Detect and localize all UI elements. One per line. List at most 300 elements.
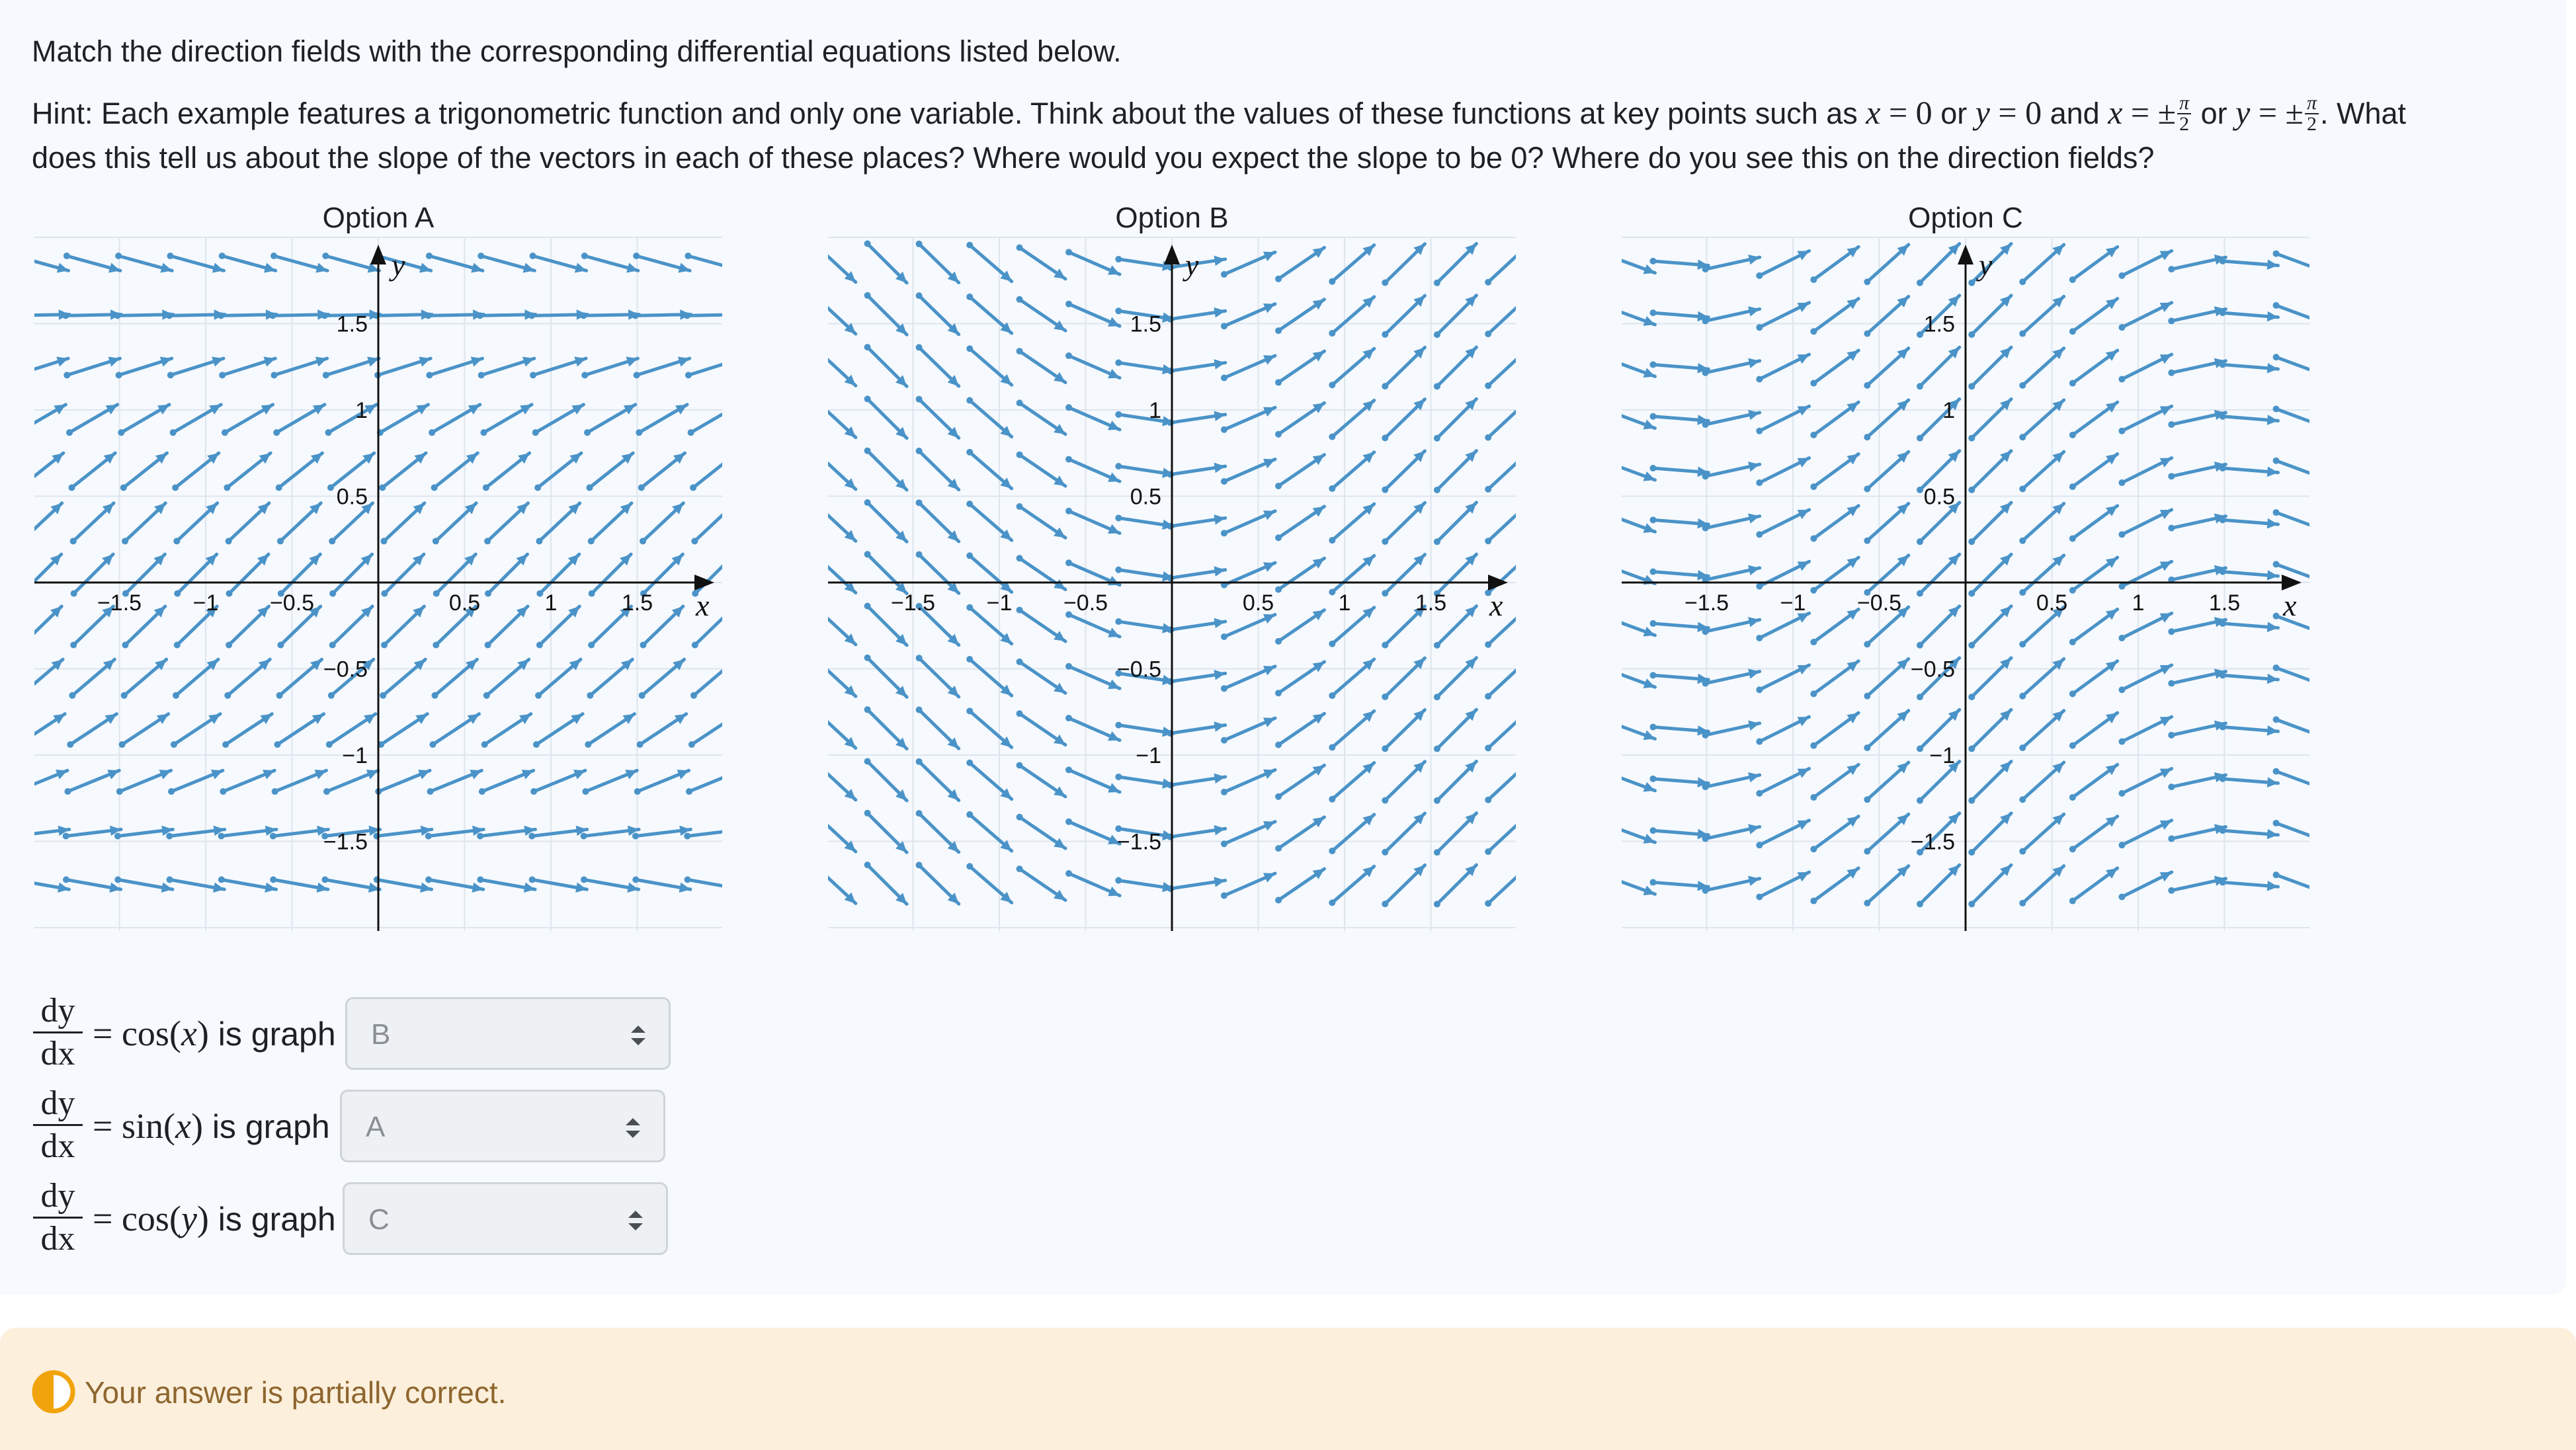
direction-arrow (477, 876, 535, 893)
direction-arrow (1864, 452, 1908, 492)
direction-arrow (864, 810, 907, 852)
direction-arrow (1329, 245, 1374, 285)
direction-arrow (173, 659, 218, 698)
direction-arrow (536, 554, 579, 596)
direction-arrow (1221, 510, 1275, 536)
direction-arrow (1221, 459, 1275, 485)
direction-arrow (1221, 666, 1275, 692)
select-arrows-icon (629, 1024, 647, 1047)
direction-arrow (114, 309, 173, 320)
direction-arrow (114, 826, 173, 840)
direction-arrow (272, 770, 327, 795)
direction-arrow (1968, 658, 2011, 700)
direction-arrow (1065, 301, 1120, 327)
direction-arrow (425, 309, 483, 320)
direction-arrow (1864, 504, 1908, 544)
direction-arrow (530, 253, 587, 273)
graph-select-cos-x[interactable]: B (345, 997, 671, 1070)
direction-arrow (685, 357, 722, 379)
direction-arrow (1382, 451, 1425, 493)
direction-arrow (916, 448, 959, 490)
x-tick-label: −1 (1780, 590, 1806, 616)
direction-arrow (2118, 251, 2171, 278)
direction-arrow (1649, 309, 1708, 321)
direction-arrow (536, 606, 579, 648)
direction-arrow (381, 606, 424, 648)
y-axis-arrow-icon (370, 245, 386, 264)
direction-arrow (1017, 555, 1065, 589)
direction-arrow (485, 554, 527, 596)
direction-arrow (1167, 411, 1226, 426)
derivative-fraction: $\frac{dy}{dx}$ (33, 1176, 83, 1260)
direction-arrow (2118, 510, 2171, 538)
direction-arrow (2069, 350, 2118, 387)
y-tick-label: −1 (1929, 743, 1955, 768)
direction-arrow (2118, 717, 2171, 745)
direction-arrow (2019, 659, 2063, 699)
direction-arrow (1115, 618, 1173, 633)
direction-arrow (2273, 251, 2309, 274)
direction-arrow (1382, 762, 1425, 804)
direction-arrow (536, 503, 579, 545)
x-axis-label: x (1489, 588, 1503, 622)
direction-arrow (1917, 244, 1960, 286)
y-tick-label: 1 (1942, 398, 1955, 423)
direction-arrow (1485, 399, 1516, 440)
direction-arrow (580, 309, 639, 320)
direction-arrow (63, 253, 120, 273)
direction-arrow (1485, 296, 1516, 337)
x-axis-label: x (696, 588, 710, 622)
direction-arrow (34, 554, 62, 596)
direction-arrow (277, 503, 321, 545)
direction-arrow (1485, 762, 1516, 803)
direction-arrow (1917, 554, 1960, 596)
direction-arrow (828, 551, 856, 592)
direction-arrow (168, 770, 223, 795)
direction-arrow (1275, 662, 1324, 696)
direction-arrow (426, 253, 483, 273)
direction-arrow (1434, 451, 1476, 493)
direction-arrow (374, 876, 432, 893)
direction-arrow (2118, 354, 2171, 382)
direction-arrow (270, 309, 329, 320)
direction-arrow (1382, 710, 1425, 752)
direction-arrow (1115, 722, 1173, 737)
direction-arrow (1017, 399, 1065, 434)
direction-arrow (1275, 300, 1324, 334)
direction-arrow (1275, 713, 1324, 748)
direction-arrow (916, 241, 959, 283)
direction-arrow (1017, 503, 1065, 538)
direction-arrow (2118, 561, 2171, 589)
direction-arrow (1810, 817, 1858, 853)
y-tick-label: −0.5 (1116, 657, 1161, 682)
direction-arrow (323, 770, 378, 795)
direction-arrow (70, 503, 114, 545)
direction-arrow (2220, 361, 2278, 373)
direction-arrow (2220, 724, 2278, 736)
direction-arrow (2168, 255, 2225, 272)
direction-arrow (425, 826, 483, 840)
x-tick-label: 0.5 (1242, 590, 1274, 616)
direction-arrow (1649, 516, 1708, 528)
direction-arrow (688, 714, 722, 748)
direction-arrow (1756, 872, 1809, 900)
direction-arrow (1756, 510, 1809, 538)
direction-arrow (34, 714, 65, 748)
direction-arrow (966, 294, 1011, 333)
direction-arrow (916, 707, 959, 749)
direction-arrow (226, 503, 269, 545)
direction-arrow (1485, 503, 1516, 544)
direction-arrow (2220, 672, 2278, 684)
direction-arrow (1329, 711, 1374, 750)
direction-arrow (322, 876, 380, 893)
direction-arrow (1329, 659, 1374, 699)
direction-arrow (1434, 243, 1476, 286)
derivative-fraction: $\frac{dy}{dx}$ (33, 1083, 83, 1167)
direction-arrow (535, 659, 581, 698)
direction-arrow (1702, 772, 1760, 790)
direction-arrow (2168, 462, 2225, 479)
direction-arrow (1065, 456, 1120, 482)
direction-arrow (1649, 879, 1708, 891)
direction-arrow (581, 357, 638, 379)
direction-arrow (34, 503, 62, 545)
direction-arrow (1434, 761, 1476, 803)
direction-arrow (2118, 614, 2171, 641)
direction-arrow (633, 253, 690, 273)
direction-arrow (34, 606, 62, 648)
direction-arrow (1167, 670, 1226, 685)
direction-arrow (2273, 716, 2309, 740)
direction-arrow (1275, 403, 1324, 437)
direction-arrow (1649, 413, 1708, 425)
direction-arrow (2019, 711, 2063, 751)
direction-arrow (966, 345, 1011, 385)
direction-arrow (828, 655, 856, 696)
direction-arrow (2019, 296, 2063, 337)
direction-arrow (1968, 709, 2011, 752)
direction-arrow (632, 876, 690, 893)
direction-arrow (2273, 458, 2309, 481)
direction-arrow (1017, 452, 1065, 486)
direction-arrow (2019, 555, 2063, 596)
direction-arrow (828, 811, 856, 852)
direction-arrow (1382, 865, 1425, 907)
direction-arrow (1329, 763, 1374, 803)
y-axis-arrow-icon (1164, 245, 1180, 264)
graph-select-sin-x[interactable]: A (340, 1090, 665, 1162)
direction-arrow (966, 656, 1011, 696)
direction-arrow (1917, 347, 1960, 389)
direction-arrow (1968, 865, 2011, 907)
direction-arrow (224, 453, 270, 491)
x-tick-label: −1.5 (97, 590, 142, 616)
direction-arrow (1756, 303, 1809, 331)
direction-arrow (1968, 554, 2011, 596)
direction-arrow (1221, 407, 1275, 433)
direction-arrow (632, 826, 690, 840)
direction-arrow (533, 714, 583, 748)
direction-arrow (63, 826, 121, 840)
direction-arrow (828, 293, 856, 334)
direction-arrow (1017, 866, 1065, 900)
direction-arrow (828, 759, 856, 800)
direction-arrow (1065, 715, 1120, 741)
direction-arrow (2168, 721, 2225, 739)
direction-arrow (1017, 348, 1065, 382)
direction-arrow (219, 253, 276, 273)
direction-arrow (2069, 402, 2118, 438)
direction-arrow (1864, 348, 1908, 389)
direction-arrow (2069, 868, 2118, 905)
direction-arrow (1810, 506, 1858, 542)
direction-arrow (1382, 399, 1425, 442)
direction-arrow (864, 448, 907, 490)
direction-arrow (63, 357, 120, 379)
direction-arrow (1810, 661, 1858, 698)
direction-arrow (828, 241, 856, 282)
direction-arrow (2168, 824, 2225, 842)
direction-arrow (173, 503, 217, 545)
y-tick-label: −0.5 (1910, 657, 1955, 682)
y-axis-label: y (392, 248, 405, 282)
direction-arrow (116, 770, 171, 795)
direction-arrow (379, 453, 426, 491)
direction-arrow (220, 770, 274, 795)
direction-arrow (632, 309, 691, 320)
direction-arrow (828, 344, 856, 385)
direction-arrow (429, 714, 479, 748)
direction-arrow (1864, 296, 1908, 337)
direction-arrow (1864, 711, 1908, 751)
direction-arrow (1167, 359, 1226, 374)
direction-arrow (1221, 717, 1275, 743)
direction-arrow (484, 503, 528, 545)
direction-arrow (864, 240, 907, 282)
direction-arrow (226, 554, 269, 596)
direction-arrow (1017, 244, 1065, 278)
direction-arrow (67, 714, 116, 748)
x-tick-label: −1 (986, 590, 1013, 616)
direction-arrow (1382, 813, 1425, 856)
direction-arrow (121, 659, 167, 698)
direction-arrow (116, 357, 172, 379)
direction-arrow (686, 770, 722, 795)
direction-arrow (167, 253, 224, 273)
x-tick-label: 1 (1338, 590, 1351, 616)
select-arrows-icon (626, 1209, 645, 1232)
direction-arrow (323, 357, 379, 379)
y-axis-arrow-icon (1958, 245, 1974, 264)
direction-arrow (2273, 405, 2309, 429)
direction-arrow (1017, 762, 1065, 796)
direction-arrow (224, 659, 270, 698)
direction-arrow (966, 863, 1011, 903)
x-tick-label: 1.5 (1415, 590, 1447, 616)
direction-arrow (378, 714, 427, 748)
direction-arrow (1485, 348, 1516, 389)
direction-arrow (2069, 609, 2118, 645)
direction-arrow (1221, 873, 1275, 899)
direction-arrow (1649, 724, 1708, 736)
direction-arrow (916, 810, 959, 852)
question-text: Match the direction fields with the corresponding differential equations listed below. (32, 34, 1122, 68)
direction-arrow (2019, 504, 2063, 544)
direction-arrow (528, 309, 587, 320)
direction-arrow (2069, 299, 2118, 335)
direction-arrow (1756, 614, 1809, 641)
direction-arrow (2220, 776, 2278, 787)
direction-arrow (966, 397, 1011, 437)
direction-arrow (2019, 348, 2063, 389)
x-tick-label: −1.5 (1684, 590, 1729, 616)
direction-arrow (1329, 504, 1374, 544)
direction-arrow (581, 826, 639, 840)
direction-arrow (684, 309, 722, 320)
direction-arrow (2220, 309, 2278, 321)
direction-arrow (530, 357, 586, 379)
direction-arrow (374, 357, 431, 379)
direction-arrow (1434, 813, 1476, 856)
direction-arrow (478, 253, 534, 273)
direction-arrow (1649, 827, 1708, 839)
direction-arrow (1968, 296, 2011, 338)
direction-arrow (1382, 503, 1425, 545)
direction-arrow (1756, 717, 1809, 745)
direction-arrow (2069, 557, 2118, 594)
direction-arrow (1968, 347, 2011, 389)
y-tick-label: −1.5 (1116, 829, 1161, 855)
direction-arrow (2069, 454, 2118, 491)
direction-arrow (1275, 247, 1324, 282)
direction-arrow (1864, 400, 1908, 440)
direction-arrow (586, 453, 633, 491)
direction-arrow (226, 606, 269, 648)
x-tick-label: 1 (544, 590, 558, 616)
direction-arrow (222, 714, 272, 748)
direction-arrow (1275, 610, 1324, 645)
direction-arrow (530, 770, 585, 795)
direction-arrow (585, 714, 634, 748)
direction-arrow (1864, 245, 1908, 285)
direction-arrow (634, 357, 690, 379)
direction-arrow (1917, 865, 1960, 907)
direction-arrow (1810, 609, 1858, 645)
direction-arrow (1810, 868, 1858, 905)
direction-arrow (2273, 768, 2309, 792)
direction-arrow (1485, 866, 1516, 906)
direction-arrow (477, 309, 536, 320)
direction-arrow (479, 770, 534, 795)
direction-arrow (1810, 247, 1858, 283)
direction-arrow (381, 554, 423, 596)
direction-arrow (483, 659, 529, 698)
graph-select-cos-y[interactable]: C (343, 1182, 668, 1255)
direction-arrow (427, 770, 482, 795)
x-axis-label: x (2283, 588, 2297, 622)
direction-arrow (1065, 870, 1120, 896)
direction-arrow (431, 453, 478, 491)
option-a-title: Option A (322, 202, 435, 234)
option-c-title: Option C (1908, 202, 2023, 234)
direction-arrow (171, 714, 220, 748)
hint-text: Hint: Each example features a trigonometric function and only one variable. Think about the values of these functions at key points such as x = 0 or y = 0 and x = ± $\frac{\pi}{2}$ or y = ± $\frac{\pi}{2}$ . What (32, 92, 2407, 135)
feedback-text: Your answer is partially correct. (85, 1375, 507, 1410)
direction-arrow (62, 309, 121, 320)
direction-arrow (966, 707, 1011, 747)
direction-arrow (34, 453, 63, 491)
y-tick-label: 1.5 (336, 311, 368, 337)
direction-arrow (2273, 665, 2309, 688)
y-axis-label: y (1185, 248, 1199, 282)
direction-arrow (916, 551, 959, 594)
direction-arrow (588, 503, 632, 545)
direction-arrow (966, 552, 1011, 592)
direction-arrow (1329, 815, 1374, 854)
direction-arrow (1329, 401, 1374, 440)
direction-arrow (529, 876, 587, 893)
direction-arrow (1275, 351, 1324, 385)
direction-arrow (270, 826, 328, 840)
direction-arrow (2069, 247, 2118, 283)
direction-arrow (1434, 503, 1476, 545)
direction-arrow (1167, 566, 1226, 581)
direction-arrow (477, 826, 535, 840)
direction-arrow (1702, 513, 1760, 531)
direction-arrow (172, 453, 219, 491)
direction-arrow (1864, 762, 1908, 803)
direction-arrow (587, 659, 632, 698)
direction-arrow (1115, 514, 1173, 530)
direction-arrow (864, 292, 907, 335)
direction-arrow (1329, 452, 1374, 492)
direction-arrow (270, 876, 328, 893)
direction-arrow (1917, 606, 1960, 649)
direction-arrow (1167, 463, 1226, 478)
direction-arrow (2220, 258, 2278, 270)
direction-arrow (34, 659, 63, 698)
direction-arrow (1275, 455, 1324, 489)
direction-arrow (276, 659, 322, 698)
direction-field-a (34, 237, 722, 931)
direction-arrow (34, 770, 67, 795)
y-tick-label: 1 (1149, 398, 1161, 423)
direction-arrow (1115, 463, 1173, 478)
direction-arrow (1167, 721, 1226, 737)
direction-arrow (1649, 361, 1708, 373)
direction-arrow (481, 714, 531, 748)
direction-arrow (828, 862, 856, 903)
direction-arrow (1115, 567, 1173, 582)
direction-arrow (2273, 302, 2309, 326)
direction-arrow (1221, 821, 1275, 847)
direction-arrow (2069, 713, 2118, 749)
direction-arrow (1221, 355, 1275, 381)
direction-arrow (2019, 452, 2063, 492)
direction-arrow (638, 453, 685, 491)
direction-arrow (1702, 255, 1760, 272)
direction-arrow (1017, 607, 1065, 641)
direction-arrow (1275, 869, 1324, 903)
direction-arrow (166, 309, 225, 320)
direction-arrow (433, 503, 476, 545)
y-tick-label: −1 (1136, 743, 1161, 768)
direction-arrow (1434, 296, 1476, 338)
direction-arrow (1434, 399, 1476, 441)
